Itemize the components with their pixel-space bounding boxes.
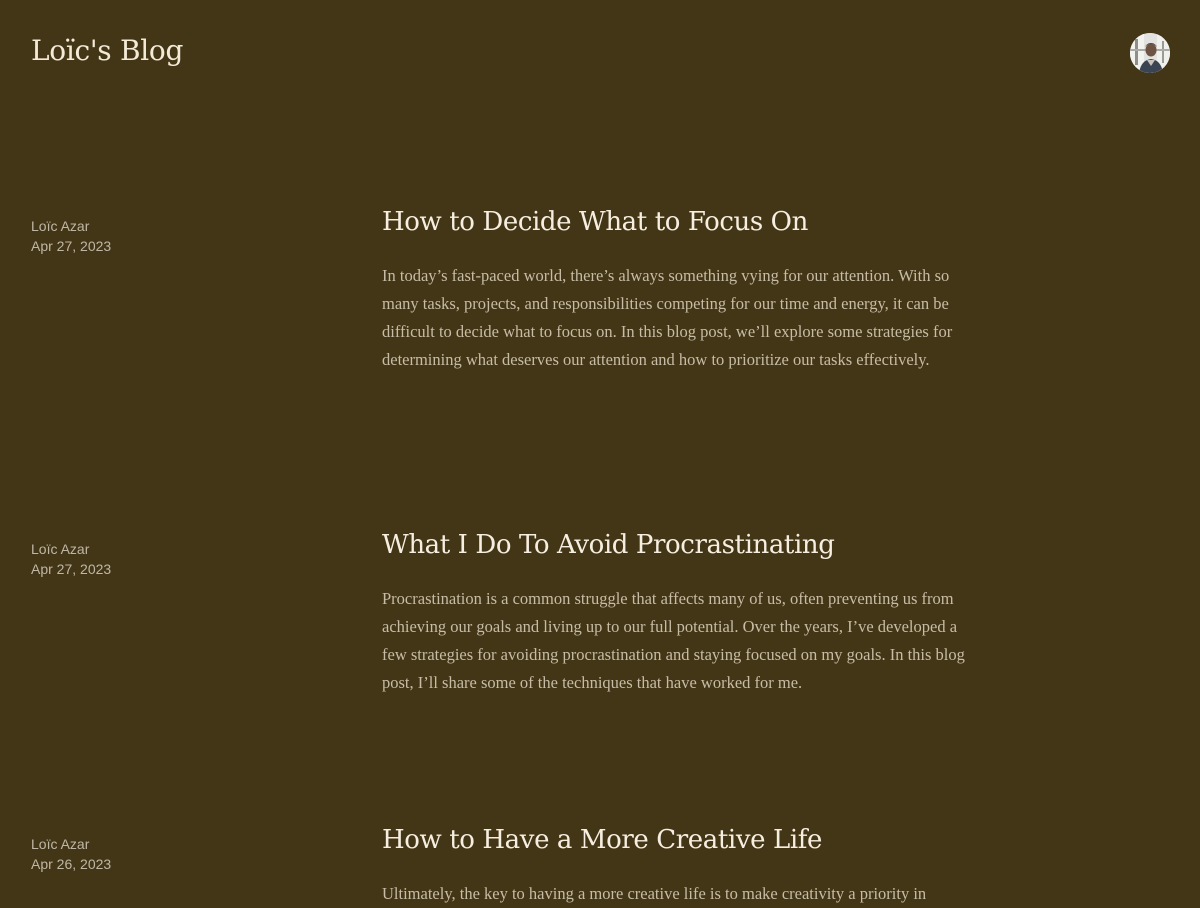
site-title[interactable]: Loïc's Blog	[31, 34, 184, 67]
post-excerpt: In today’s fast-paced world, there’s always something vying for our attention. With so many tasks, projects, and responsibilities competing for our time and energy, it can be difficult to decide what to focus on. In this blog post, we’ll explore some strategies for determining what deserves our attention and how to prioritize our tasks effectively.	[382, 266, 953, 369]
avatar-photo-icon	[1130, 33, 1170, 73]
site-header	[0, 0, 1200, 110]
post-date: Apr 27, 2023	[31, 561, 112, 577]
post-title-link[interactable]: How to Decide What to Focus On	[382, 207, 808, 237]
avatar[interactable]	[1130, 33, 1170, 73]
post-excerpt: Ultimately, the key to having a more creative life is to make creativity a priority in	[382, 884, 927, 903]
post-author: Loïc Azar	[31, 541, 90, 557]
post-date: Apr 27, 2023	[31, 238, 112, 254]
post-date: Apr 26, 2023	[31, 856, 112, 872]
post-author: Loïc Azar	[31, 218, 90, 234]
post-meta	[31, 216, 331, 256]
post-excerpt: Procrastination is a common struggle that affects many of us, often preventing us from achieving our goals and living up to our full potential. Over the years, I’ve developed a few strategies for avoiding procrastination and staying focused on my goals. In this blog post, I’ll share some of the techniques that have worked for me.	[382, 589, 965, 692]
post-meta	[31, 539, 331, 579]
post-author: Loïc Azar	[31, 836, 90, 852]
post-meta	[31, 834, 331, 874]
post-title-link[interactable]: What I Do To Avoid Procrastinating	[382, 530, 835, 560]
post-title-link[interactable]: How to Have a More Creative Life	[382, 825, 822, 855]
